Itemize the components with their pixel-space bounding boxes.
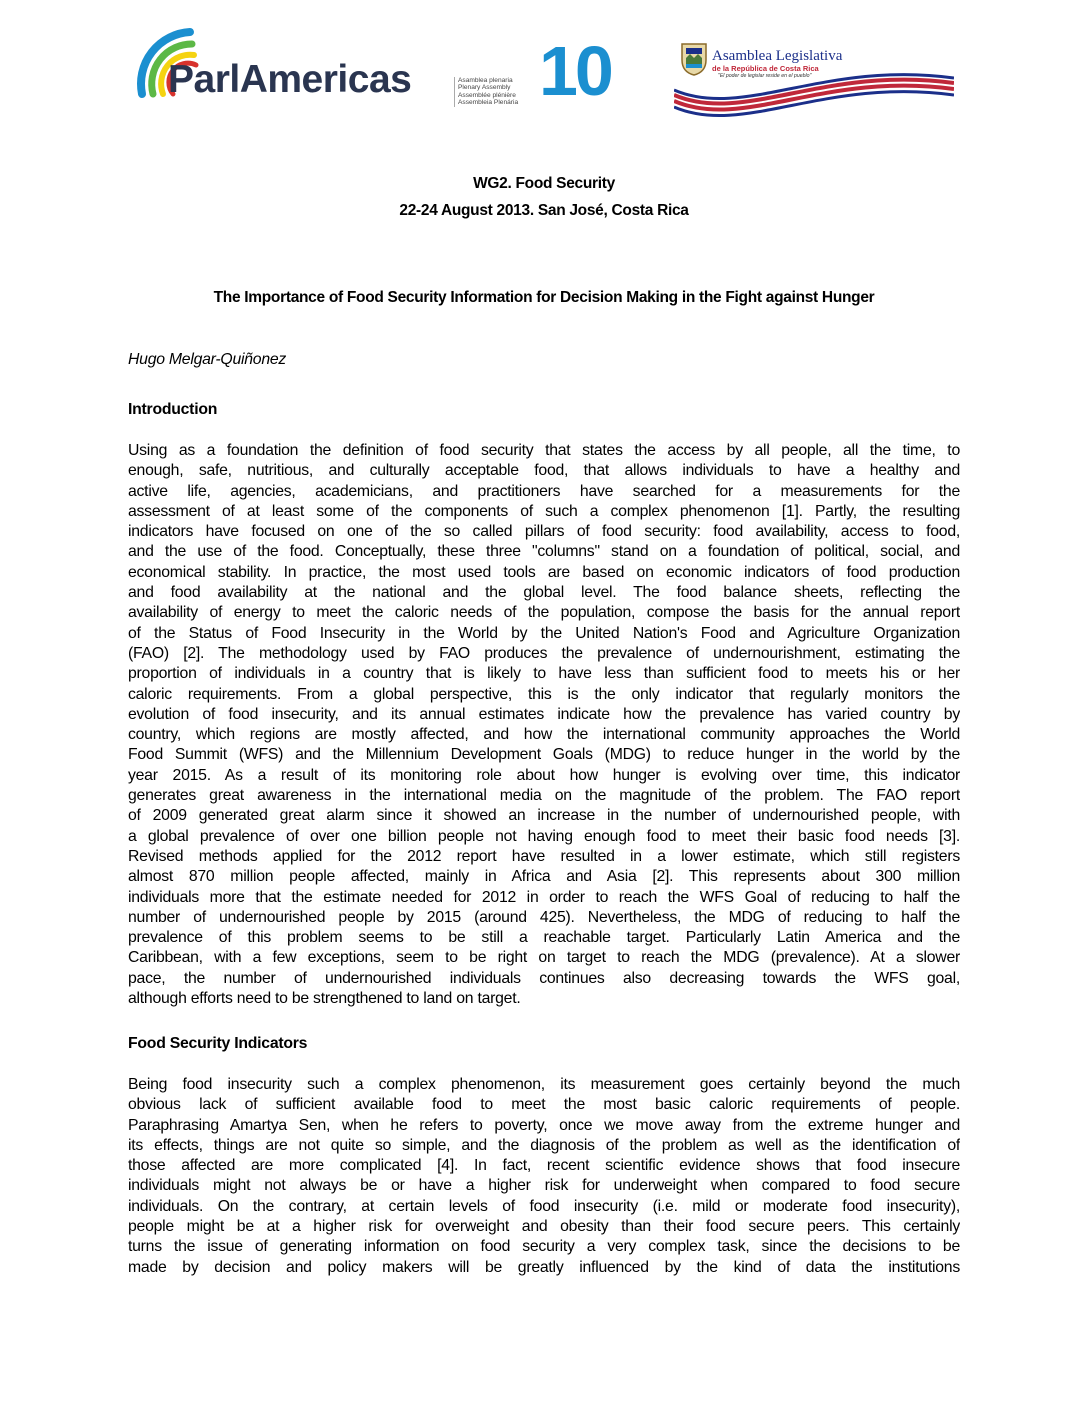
paragraph-line: a global prevalence of over one billion people not having enough food to meet their basic food needs [3].: [128, 827, 960, 845]
paragraph-line: proportion of individuals in a country that is likely to have less than sufficient food to meets his or her: [128, 665, 960, 683]
paragraph-line: Using as a foundation the definition of food security that states the access by all people, all the time, to: [128, 442, 960, 459]
assembly-line-en: Plenary Assembly: [458, 84, 511, 92]
paragraph-line: enough, safe, nutritious, and culturally acceptable food, that allows individuals to have a healthy and: [128, 462, 960, 480]
paragraph-line: evolution of food insecurity, and its annual estimates indicate how the prevalence has varied country by: [128, 705, 960, 723]
paragraph-line: and food availability at the national and the global level. The food balance sheets, reflecting the: [128, 584, 960, 602]
paragraph-line: of 2009 generated great alarm since it showed an increase in the number of undernourished people, with: [128, 807, 960, 825]
section-body-food-security-indicators: [128, 1075, 960, 1278]
paragraph-line: its effects, things are not quite so simple, and the diagnosis of the problem as well as the identification of: [128, 1136, 960, 1154]
paragraph-line: assessment of at least some of the components of such a complex phenomenon [1]. Partly, the resulting: [128, 502, 960, 520]
author-name: Hugo Melgar-Quiñonez: [128, 351, 287, 368]
paragraph-line: Caribbean, with a few exceptions, seem to be right on target to reach the MDG (prevalence). At a slower: [128, 949, 960, 967]
paragraph-line: Food Summit (WFS) and the Millennium Development Goals (MDG) to reduce hunger in the world by the: [128, 746, 960, 764]
assembly-line-fr: Assemblée plénière: [458, 91, 516, 99]
paragraph-line: turns the issue of generating information on food security a very complex task, since the decisions to be: [128, 1238, 960, 1256]
paragraph-line: those affected are more complicated [4]. In fact, recent scientific evidence shows that food insecure: [128, 1157, 960, 1175]
paragraph-line: (FAO) [2]. The methodology used by FAO produces the prevalence of undernourishment, estimating the: [128, 644, 960, 662]
paragraph-line: although efforts need to be strengthened to land on target.: [128, 990, 521, 1008]
paragraph-line: active life, agencies, academicians, and practitioners have searched for a measurements for the: [128, 482, 960, 500]
paragraph-line: and the use of the food. Conceptually, these three "columns" stand on a foundation of political, social, and: [128, 543, 960, 561]
paragraph-line: prevalence of this problem seems to be still a reachable target. Particularly Latin America and the: [128, 929, 960, 947]
parlamericas-logo: [128, 22, 519, 122]
paragraph-line: Paraphrasing Amartya Sen, when he refers to poverty, once we move away from the extreme hunger and: [128, 1116, 960, 1134]
page-header: [0, 0, 1088, 140]
paragraph-line: almost 870 million people affected, mainly in Africa and Asia [2]. This represents about 300 million: [128, 868, 960, 886]
section-heading-food-security-indicators: Food Security Indicators: [128, 1035, 308, 1052]
paragraph-line: country, which regions are mostly affected, and how the international community approaches the World: [128, 726, 960, 744]
parlamericas-wordmark: ParlAmericas: [168, 58, 412, 101]
paragraph-line: indicators have focused on one of the so called pillars of food security: food availability, access to food,: [128, 523, 960, 541]
paragraph-line: obvious lack of sufficient available food to meet the most basic caloric requirements of people.: [128, 1096, 960, 1114]
costa-rica-assembly-logo: [674, 40, 954, 120]
document-title: The Importance of Food Security Information for Decision Making in the Fight against Hunger: [213, 289, 875, 306]
assembly-title: Asamblea Legislativa: [712, 48, 843, 64]
costa-rica-coat-of-arms-icon: [678, 40, 710, 76]
paragraph-line: year 2015. As a result of its monitoring role about how hunger is evolving over time, this indicator: [128, 766, 960, 784]
plenary-number: 10: [539, 32, 611, 110]
assembly-line-pt: Assembleia Plenária: [458, 99, 519, 107]
assembly-line-es: Asamblea plenaria: [458, 77, 513, 84]
paragraph-line: availability of energy to meet the caloric needs of the population, compose the basis for the annual report: [128, 604, 960, 622]
paragraph-line: number of undernourished people by 2015 (around 425). Nevertheless, the MDG of reducing to half the: [128, 908, 960, 926]
paragraph-line: caloric requirements. From a global perspective, this is the only indicator that regularly monitors the: [128, 685, 960, 703]
plenary-assembly-label: [454, 77, 518, 107]
paragraph-line: generates great awareness in the international media on the magnitude of the problem. The FAO report: [128, 787, 960, 805]
assembly-motto: "El poder de legislar reside en el pueblo": [718, 73, 812, 79]
section-heading-introduction: Introduction: [128, 401, 218, 418]
paragraph-line: of the Status of Food Insecurity in the World by the United Nation's Food and Agriculture Organization: [128, 624, 960, 642]
paragraph-line: individuals might not always be or have a higher risk for underweight when compared to food secure: [128, 1177, 960, 1195]
paragraph-line: made by decision and policy makers will be greatly influenced by the kind of data the institutions: [128, 1258, 960, 1276]
paragraph-line: individuals. On the contrary, at certain levels of food insecurity (i.e. mild or moderate food insecurity),: [128, 1197, 960, 1215]
section-body-introduction: [128, 441, 960, 1009]
paragraph-line: people might be at a higher risk for overweight and obesity than their food secure peers. This certainly: [128, 1218, 960, 1236]
paragraph-line: Being food insecurity such a complex phenomenon, its measurement goes certainly beyond the much: [128, 1076, 960, 1093]
paragraph-line: economical stability. In practice, the most used tools are based on economic indicators of food production: [128, 563, 960, 581]
paragraph-line: pace, the number of undernourished individuals continues also decreasing towards the WFS goal,: [128, 969, 960, 987]
assembly-subtitle: de la República de Costa Rica: [712, 64, 819, 73]
paragraph-line: Revised methods applied for the 2012 report have resulted in a lower estimate, which still registers: [128, 847, 960, 865]
paragraph-line: individuals more that the estimate needed for 2012 in order to reach the WFS Goal of reducing to half the: [128, 888, 960, 906]
date-place: 22-24 August 2013. San José, Costa Rica: [399, 202, 689, 219]
working-group-title: WG2. Food Security: [473, 175, 615, 192]
